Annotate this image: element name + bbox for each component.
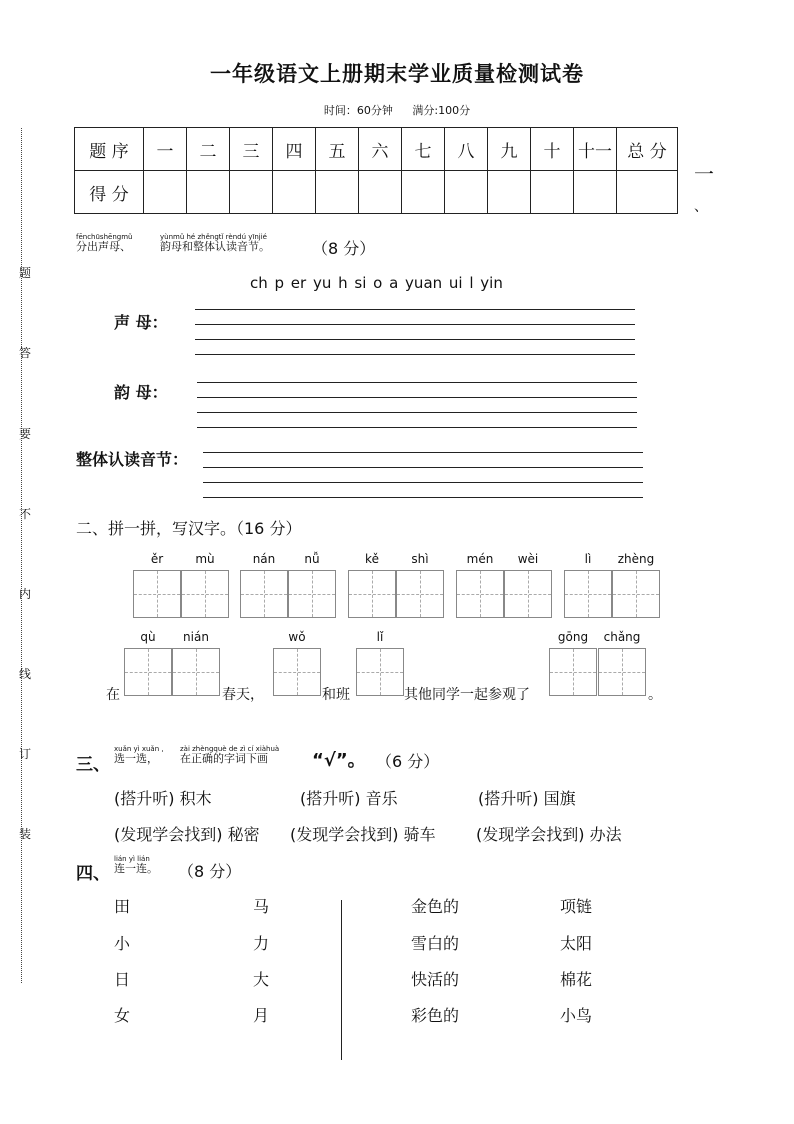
pinyin-label: wǒ <box>288 630 306 644</box>
score-entry-cell[interactable] <box>187 171 230 214</box>
writing-line[interactable] <box>195 354 635 355</box>
pinyin-label: wèi <box>517 552 539 566</box>
table-cell: 九 <box>488 128 531 171</box>
time-label: 时间：60分钟 <box>323 104 393 117</box>
choice-item[interactable]: (搭升听) 积木 <box>114 789 212 808</box>
q4-instruction <box>114 855 158 875</box>
score-entry-cell[interactable] <box>402 171 445 214</box>
instruction-text: 韵母和整体认读音节。 <box>160 240 270 253</box>
match-item-left[interactable]: 日 <box>114 970 131 989</box>
binding-char: 内 <box>18 587 31 601</box>
q4-score: （8 分） <box>178 862 242 881</box>
binding-char: 线 <box>18 667 31 681</box>
binding-char: 题 <box>18 266 31 280</box>
q3-number: 三、 <box>76 755 110 775</box>
pinyin-label: mén <box>466 552 494 566</box>
writing-grid-box[interactable] <box>564 570 612 618</box>
table-cell: 三 <box>230 128 273 171</box>
pinyin-label: kě <box>365 552 379 566</box>
writing-grid-box[interactable] <box>612 570 660 618</box>
match-item-left[interactable]: 彩色的 <box>411 1006 460 1025</box>
sentence-text: 春天， <box>222 687 264 703</box>
score-entry-cell[interactable] <box>574 171 617 214</box>
pinyin-annotation: zài zhèngquè de zì cí xiàhuà <box>180 745 280 753</box>
table-cell: 得 分 <box>75 171 144 214</box>
pinyin-label: nǚ <box>304 552 320 566</box>
table-cell: 五 <box>316 128 359 171</box>
pinyin-label: shì <box>411 552 429 566</box>
match-item-left[interactable]: 雪白的 <box>411 934 460 953</box>
table-cell: 六 <box>359 128 402 171</box>
writing-grid-box[interactable] <box>456 570 504 618</box>
score-entry-cell[interactable] <box>531 171 574 214</box>
score-table-score-row <box>75 171 678 214</box>
pinyin-label: chǎng <box>603 630 641 644</box>
score-table <box>74 127 678 214</box>
choice-item[interactable]: (发现学会找到) 骑车 <box>290 825 436 844</box>
pinyin-label: gōng <box>557 630 589 644</box>
score-entry-cell[interactable] <box>230 171 273 214</box>
match-item-right[interactable]: 马 <box>253 897 270 916</box>
q2-heading: 二、拼一拼，写汉字。（16 分） <box>76 519 302 538</box>
binding-char: 订 <box>18 747 31 761</box>
section-one-comma: 、 <box>694 199 708 215</box>
instruction-text: 在正确的字词下画 <box>180 752 268 765</box>
pinyin-label: ěr <box>150 552 164 566</box>
table-cell: 二 <box>187 128 230 171</box>
q1-score: （8 分） <box>312 239 376 258</box>
match-item-right[interactable]: 棉花 <box>560 970 593 989</box>
writing-line[interactable] <box>203 497 643 498</box>
score-entry-cell[interactable] <box>359 171 402 214</box>
writing-line[interactable] <box>197 412 637 413</box>
table-cell: 七 <box>402 128 445 171</box>
sentence-text: 和班 <box>322 687 350 703</box>
page-title: 一年级语文上册期末学业质量检测试卷 <box>210 62 584 86</box>
instruction-text: 连一连。 <box>114 862 158 875</box>
section-one-number: 一 <box>694 162 714 186</box>
pinyin-label: qù <box>140 630 156 644</box>
match-item-left[interactable]: 金色的 <box>411 897 460 916</box>
pinyin-label: zhèng <box>617 552 655 566</box>
sentence-text: 其他同学一起参观了 <box>404 687 530 703</box>
pinyin-label: nán <box>252 552 276 566</box>
label-zhengti: 整体认读音节： <box>76 450 189 469</box>
writing-line[interactable] <box>195 324 635 325</box>
score-entry-cell[interactable] <box>617 171 678 214</box>
q3-checkmark-symbol: “√”。 <box>312 750 366 771</box>
writing-grid-box[interactable] <box>273 648 321 696</box>
table-cell: 十一 <box>574 128 617 171</box>
writing-grid-box[interactable] <box>598 648 646 696</box>
binding-char: 不 <box>18 507 31 521</box>
writing-grid-box[interactable] <box>348 570 396 618</box>
match-item-right[interactable]: 小鸟 <box>560 1006 593 1025</box>
table-cell: 题 序 <box>75 128 144 171</box>
binding-dotted-line <box>21 128 22 983</box>
choice-item[interactable]: (搭升听) 国旗 <box>478 789 576 808</box>
q3-instruction-part2 <box>180 745 279 765</box>
match-item-left[interactable]: 快活的 <box>411 970 460 989</box>
table-cell: 八 <box>445 128 488 171</box>
score-table-header-row <box>75 128 678 171</box>
writing-line[interactable] <box>197 397 637 398</box>
writing-line[interactable] <box>203 482 643 483</box>
table-cell: 十 <box>531 128 574 171</box>
pinyin-label: lǐ <box>376 630 384 644</box>
binding-char: 装 <box>18 827 31 841</box>
pinyin-label: nián <box>183 630 209 644</box>
match-item-right[interactable]: 太阳 <box>560 934 593 953</box>
writing-line[interactable] <box>197 382 637 383</box>
q3-instruction-part1 <box>114 745 164 765</box>
match-item-right[interactable]: 力 <box>253 934 270 953</box>
q1-instruction-part2 <box>160 233 270 253</box>
q3-score: （6 分） <box>376 752 440 771</box>
q1-instruction-part1 <box>76 233 132 253</box>
writing-line[interactable] <box>203 467 643 468</box>
match-item-right[interactable]: 月 <box>253 1006 270 1025</box>
label-yunmu: 韵 母： <box>114 383 168 402</box>
q1-letter-list: ch p er yu h si o a yuan ui l yin <box>250 274 503 292</box>
writing-grid-box[interactable] <box>240 570 288 618</box>
writing-grid-box[interactable] <box>356 648 404 696</box>
pinyin-annotation: yùnmǔ hé zhěngtǐ rèndú yīnjié <box>160 233 267 241</box>
writing-grid-box[interactable] <box>396 570 444 618</box>
score-entry-cell[interactable] <box>273 171 316 214</box>
writing-line[interactable] <box>195 339 635 340</box>
writing-grid-box[interactable] <box>124 648 172 696</box>
pinyin-label: lì <box>584 552 592 566</box>
exam-meta <box>0 102 794 118</box>
label-shengmu: 声 母： <box>114 313 168 332</box>
table-cell: 一 <box>144 128 187 171</box>
binding-char: 要 <box>18 427 31 441</box>
instruction-text: 选一选， <box>114 752 158 765</box>
writing-grid-box[interactable] <box>133 570 181 618</box>
writing-grid-box[interactable] <box>288 570 336 618</box>
match-item-left[interactable]: 女 <box>114 1006 131 1025</box>
writing-grid-box[interactable] <box>549 648 597 696</box>
sentence-text: 。 <box>648 687 662 703</box>
choice-item[interactable]: (发现学会找到) 秘密 <box>114 825 260 844</box>
match-item-left[interactable]: 小 <box>114 934 131 953</box>
match-item-left[interactable]: 田 <box>114 897 131 916</box>
column-divider <box>341 900 342 1060</box>
writing-line[interactable] <box>197 427 637 428</box>
score-label: 满分:100分 <box>412 104 471 117</box>
match-item-right[interactable]: 大 <box>253 970 270 989</box>
writing-grid-box[interactable] <box>504 570 552 618</box>
pinyin-label: mù <box>195 552 215 566</box>
table-cell: 总 分 <box>617 128 678 171</box>
pinyin-annotation: fēnchūshēngmǔ <box>76 233 133 241</box>
pinyin-annotation: xuǎn yì xuǎn , <box>114 745 164 753</box>
binding-char: 答 <box>18 346 31 360</box>
writing-line[interactable] <box>203 452 643 453</box>
writing-line[interactable] <box>195 309 635 310</box>
score-entry-cell[interactable] <box>316 171 359 214</box>
score-entry-cell[interactable] <box>445 171 488 214</box>
writing-grid-box[interactable] <box>172 648 220 696</box>
score-entry-cell[interactable] <box>144 171 187 214</box>
choice-item[interactable]: (发现学会找到) 办法 <box>476 825 622 844</box>
choice-item[interactable]: (搭升听) 音乐 <box>300 789 398 808</box>
score-entry-cell[interactable] <box>488 171 531 214</box>
table-cell: 四 <box>273 128 316 171</box>
match-item-right[interactable]: 项链 <box>560 897 593 916</box>
pinyin-annotation: lián yì lián <box>114 855 150 863</box>
q4-number: 四、 <box>76 864 110 884</box>
writing-grid-box[interactable] <box>181 570 229 618</box>
sentence-text: 在 <box>106 687 120 703</box>
instruction-text: 分出声母、 <box>76 240 131 253</box>
